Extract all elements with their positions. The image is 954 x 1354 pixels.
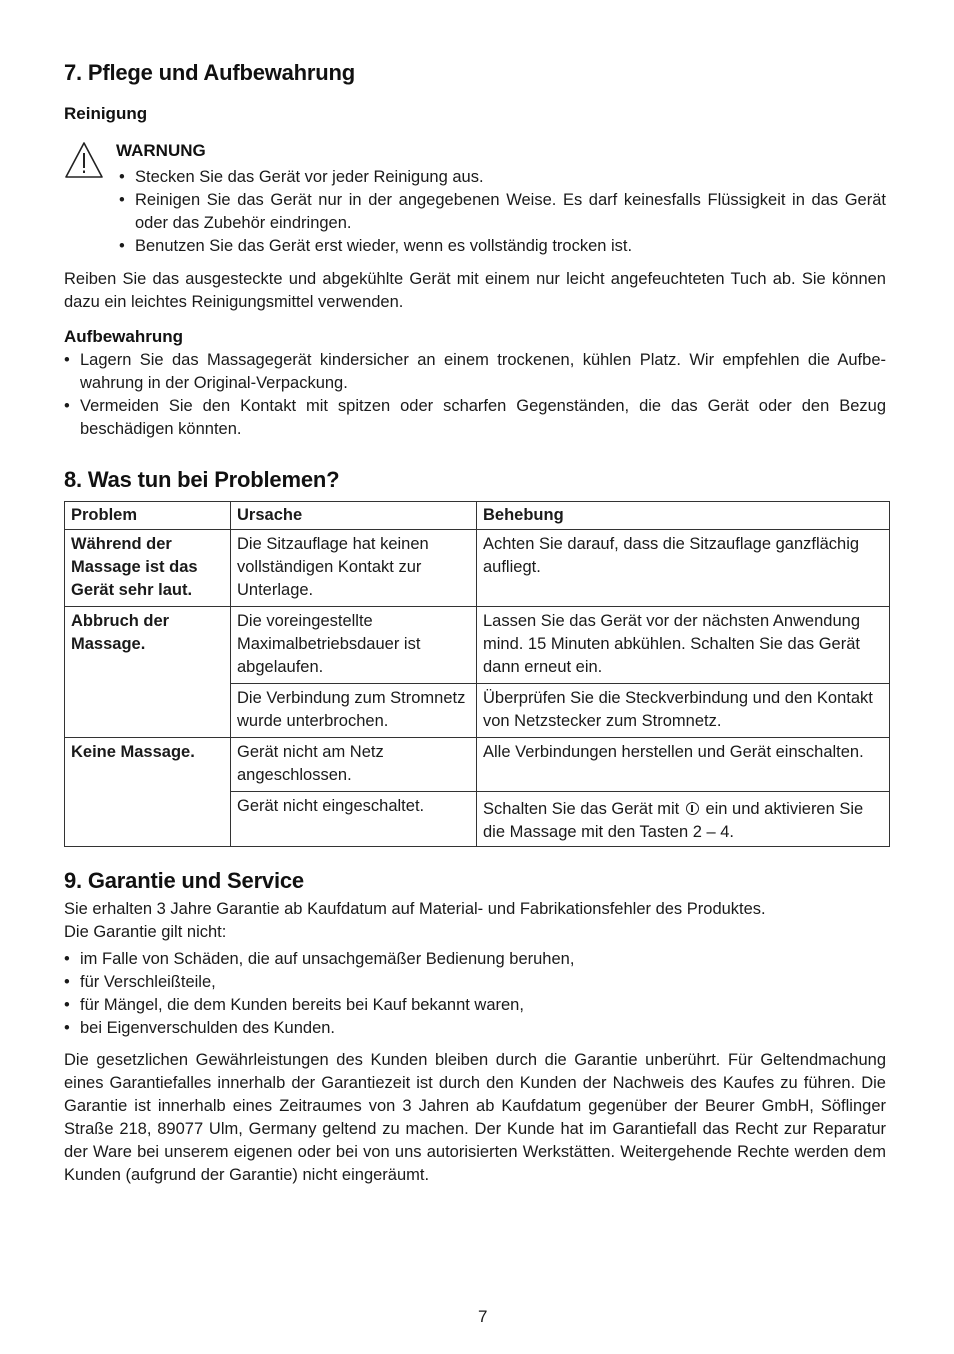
list-item: • Stecken Sie das Gerät vor jeder Reinigung aus. bbox=[135, 166, 886, 189]
problem-cell: Während der Massage ist das Gerät sehr laut. bbox=[65, 530, 231, 607]
list-item: • Reinigen Sie das Gerät nur in der angegebenen Weise. Es darf keinesfalls Flüssigkeit in das Gerät oder das Zubehör eindringen. bbox=[135, 189, 886, 235]
cause-cell: Die Sitzauflage hat keinen vollständigen Kontakt zur Unterlage. bbox=[231, 530, 477, 607]
table-row bbox=[65, 530, 890, 607]
cleaning-heading: Reinigung bbox=[64, 104, 148, 123]
warranty-intro-line: Die Garantie gilt nicht: bbox=[64, 923, 227, 941]
power-icon bbox=[686, 802, 699, 815]
list-item: • im Falle von Schäden, die auf unsachgemäßer Bedienung beruhen, bbox=[64, 948, 886, 971]
storage-list bbox=[64, 349, 886, 441]
list-item: • bei Eigenverschulden des Kunden. bbox=[64, 1017, 886, 1040]
problem-cell: Keine Massage. bbox=[65, 738, 231, 847]
section-9-title: 9. Garantie und Service bbox=[64, 868, 304, 893]
warranty-closing-paragraph: Die gesetzlichen Gewährleistungen des Kunden bleiben durch die Garantie unberührt. Für Geltendmachung eines Garantiefalles innerhalb der Garantiezeit ist durch den Kunden der Nachweis des Kaufes zu führen. Die Garantie ist innerhalb eines Zeitraumes von 3 Jahren ab Kaufdatum gegenüber der Beurer GmbH, Söflinger Straße 218, 89077 Ulm, Germany geltend zu machen. Der Kunde hat im Garantiefall das Recht zur Reparatur der Ware bei unserem eigenen oder bei von uns autorisierten Werkstätten. Weitergehende Rechte werden dem Kunden (aufgrund der Garantie) nicht eingeräumt. bbox=[64, 1051, 886, 1184]
table-row bbox=[65, 738, 890, 792]
fix-cell: Alle Verbindungen herstellen und Gerät einschalten. bbox=[477, 738, 890, 792]
section-7-title: 7. Pflege und Aufbewahrung bbox=[64, 60, 355, 85]
fix-text-part-b: ein und aktivieren Sie die Massage mit den Tasten 2 – 4. bbox=[483, 800, 864, 841]
fix-cell: Überprüfen Sie die Steckverbindung und den Kontakt von Netzstecker zum Stromnetz. bbox=[477, 684, 890, 738]
list-item: • Vermeiden Sie den Kontakt mit spitzen oder scharfen Gegenständen, die das Gerät oder den Bezug beschädigen könnten. bbox=[64, 395, 886, 441]
fix-cell: Lassen Sie das Gerät vor der nächsten Anwendung mind. 15 Minuten abkühlen. Schalten Sie das Gerät dann erneut ein. bbox=[477, 607, 890, 684]
cause-cell: Die voreingestellte Maximalbetriebsdauer ist abgelaufen. bbox=[231, 607, 477, 684]
list-item: • für Verschleißteile, bbox=[64, 971, 886, 994]
cause-cell: Gerät nicht eingeschaltet. bbox=[231, 792, 477, 847]
table-row bbox=[65, 607, 890, 684]
warranty-intro bbox=[64, 898, 886, 944]
warning-title: WARNUNG bbox=[116, 141, 206, 160]
column-header-cause: Ursache bbox=[231, 502, 477, 530]
fix-text-part-a: Schalten Sie das Gerät mit bbox=[483, 800, 680, 818]
warning-triangle-icon bbox=[64, 141, 104, 179]
storage-heading: Aufbewahrung bbox=[64, 327, 183, 346]
fix-cell: Achten Sie darauf, dass die Sitzauflage ganzflächig aufliegt. bbox=[477, 530, 890, 607]
page-number: 7 bbox=[478, 1307, 488, 1326]
warranty-intro-line: Sie erhalten 3 Jahre Garantie ab Kaufdatum auf Material- und Fabrikationsfehler des Produktes. bbox=[64, 900, 766, 918]
warning-list bbox=[135, 166, 886, 258]
list-item: • für Mängel, die dem Kunden bereits bei Kauf bekannt waren, bbox=[64, 994, 886, 1017]
cleaning-paragraph: Reiben Sie das ausgesteckte und abgekühlte Gerät mit einem nur leicht angefeuchteten Tuch ab. Sie können dazu ein leichtes Reinigungsmittel verwenden. bbox=[64, 270, 886, 311]
cause-cell: Gerät nicht am Netz angeschlossen. bbox=[231, 738, 477, 792]
fix-cell bbox=[477, 792, 890, 847]
column-header-problem: Problem bbox=[65, 502, 231, 530]
warranty-exclusions-list bbox=[64, 948, 886, 1040]
list-item: • Lagern Sie das Massagegerät kindersicher an einem trockenen, kühlen Platz. Wir empfehlen die Aufbewahrung in der Original-Verpackung. bbox=[64, 349, 886, 395]
problem-cell: Abbruch der Massage. bbox=[65, 607, 231, 738]
section-8-title: 8. Was tun bei Problemen? bbox=[64, 467, 340, 492]
table-header-row bbox=[65, 502, 890, 530]
column-header-fix: Behebung bbox=[477, 502, 890, 530]
cause-cell: Die Verbindung zum Stromnetz wurde unterbrochen. bbox=[231, 684, 477, 738]
list-item: • Benutzen Sie das Gerät erst wieder, wenn es vollständig trocken ist. bbox=[135, 235, 886, 258]
troubleshooting-table bbox=[64, 501, 890, 847]
